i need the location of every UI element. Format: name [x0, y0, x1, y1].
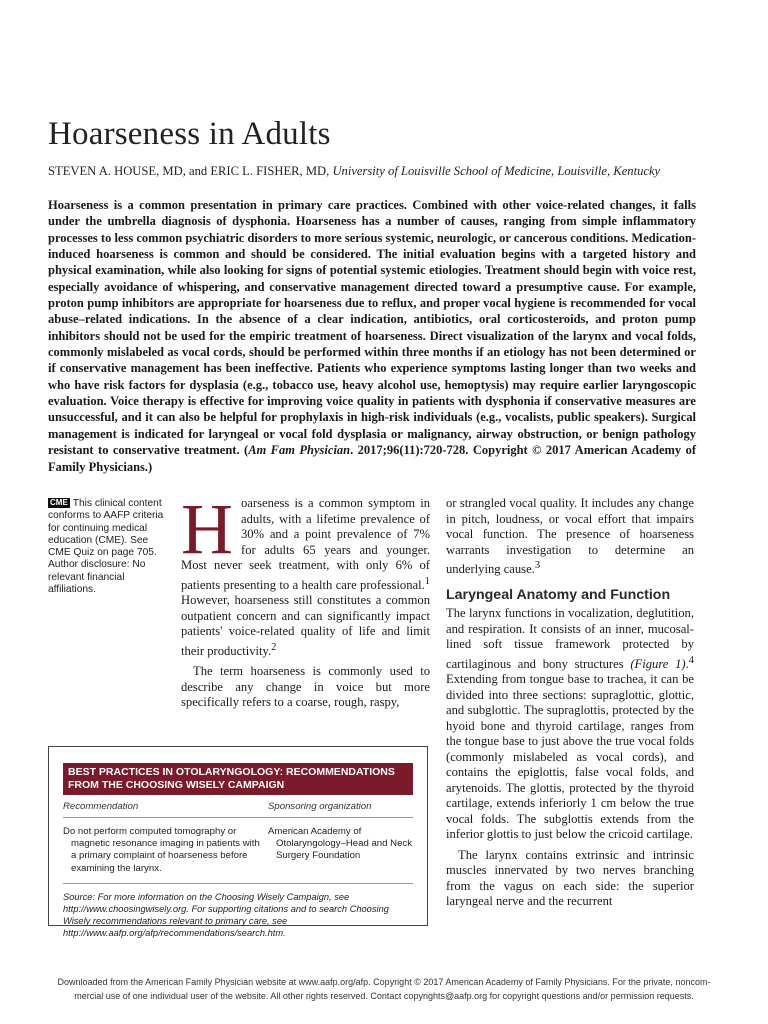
body-column-2 — [446, 496, 694, 910]
cme-note — [48, 498, 166, 596]
choosing-wisely-source: Source: For more information on the Choosing Wisely Campaign, see http://www.choosingwisely.org. For supporting citations and to search Choosing Wisely recommendations relevant to primary care, see http://www.aafp.org/afp/recommendations/search.htm. — [63, 891, 389, 939]
author-affiliation: University of Louisville School of Medicine, Louisville, Kentucky — [332, 164, 661, 178]
citation-journal: Am Fam Physician — [248, 443, 351, 458]
intro-text-end: However, hoarseness still constitutes a common outpatient concern and can significantly impact patients' voice-related quality of life and limit their productivity. — [181, 593, 430, 658]
article-title: Hoarseness in Adults — [48, 116, 331, 152]
footer-line-1: Downloaded from the American Family Physician website at www.aafp.org/afp. Copyright © 2017 American Academy of Family Physicians. For the private, noncom- — [57, 977, 711, 987]
definition-text: or strangled vocal quality. It includes any change in pitch, loudness, or vocal effort that impairs vocal function. The presence of hoarseness warrants investigation to determine an underlying cause. — [446, 496, 694, 577]
abstract — [48, 197, 696, 475]
choosing-wisely-heading: BEST PRACTICES IN OTOLARYNGOLOGY: RECOMMENDATIONS FROM THE CHOOSING WISELY CAMPAIGN — [63, 763, 413, 795]
copyright-footer — [40, 976, 728, 1003]
drop-cap: H — [181, 489, 233, 569]
cme-text: This clinical content conforms to AAFP criteria for continuing medical education (CME). See CME Quiz on page 705. Author disclosure: No relevant financial affiliations. — [48, 498, 164, 596]
organization-cell: American Academy of Otolaryngology–Head and Neck Surgery Foundation — [268, 826, 412, 862]
intro-text: oarseness is a common symptom in adults, with a lifetime prevalence of 30% and a point prevalence of 7% for adults 65 years and younger. Most never seek treatment, with only 6% of patients presenting to a health care professional. — [181, 496, 430, 592]
citation-details: . 2017;96(11):720-728. Copyright © 2017 American Academy of Family Physicians.) — [48, 443, 696, 474]
table-row — [63, 826, 413, 884]
cme-badge: CME — [50, 498, 68, 507]
column-header-recommendation: Recommendation — [63, 801, 268, 818]
definition-paragraph-continued — [446, 496, 694, 578]
intro-paragraph — [181, 489, 430, 659]
body-column-1 — [181, 489, 430, 711]
anatomy-paragraph: The larynx functions in vocalization, deglutition, and respiration. It consists of an inner, mucosal-lined soft tissue framework protected by cartilaginous and bony structures (Figure 1).$^4$ Extending from tongue base to trachea, it can be divided into three sections: supraglottic, glottic, and subglottic. The supraglottis, protected by the hyoid bone and thyroid cartilage, ranges from the tongue base to just above the true vocal folds (commonly mislabeled as vocal cords), and contains the epiglottis, false vocal folds, and arytenoids. The glottis, protected by the thyroid cartilage, extends inferiorly 1 cm below the true vocal folds. The subglottis extends from the inferior glottis to just below the cricoid cartilage. — [446, 606, 694, 842]
choosing-wisely-header-row — [63, 801, 413, 818]
author-names: STEVEN A. HOUSE, MD, and ERIC L. FISHER, MD, — [48, 164, 330, 178]
author-line — [48, 164, 660, 179]
ref-4: 4 — [688, 654, 694, 666]
ref-2: 2 — [271, 641, 277, 653]
figure-reference: (Figure 1) — [630, 656, 686, 671]
definition-paragraph: The term hoarseness is commonly used to describe any change in voice but more specifically refers to a coarse, rough, raspy, — [181, 664, 430, 710]
abstract-text: Hoarseness is a common presentation in primary care practices. Combined with other voice-related changes, it falls under the umbrella diagnosis of dysphonia. Hoarseness has a number of causes, ranging from simple inflammatory processes to less common psychiatric disorders to more serious systemic, neurologic, or cancerous conditions. Medication-induced hoarseness is common and should be considered. The initial evaluation begins with a targeted history and physical examination, while also looking for signs of potential systemic etiologies. Treatment should begin with voice rest, especially avoidance of whispering, and conservative management directed toward a presumptive cause. For example, proton pump inhibitors are appropriate for hoarseness due to reflux, and proper vocal hygiene is recommended for vocal abuse–related indications. In the absence of a clear indication, antibiotics, oral corticosteroids, and proton pump inhibitors should not be used for the empiric treatment of hoarseness. Direct visualization of the larynx and vocal folds, commonly mislabeled as vocal cords, should be performed within three months if an etiology has not been determined or if conservative management has been ineffective. Patients who experience symptoms lasting longer than two weeks and who have risk factors for dysplasia (e.g., tobacco use, heavy alcohol use, hemoptysis) may require earlier laryngoscopic evaluation. Voice therapy is effective for improving voice quality in patients with dysphonia if conservative measures are unsuccessful, and it can also be helpful for prophylaxis in high-risk individuals (e.g., vocalists, public speakers). Surgical management is indicated for laryngeal or vocal fold dysplasia or malignancy, airway obstruction, or benign pathology resistant to conservative treatment. ( — [48, 198, 696, 458]
ref-1: 1 — [424, 575, 430, 587]
footer-line-2: mercial use of one individual user of the website. All other rights reserved. Contact copyrights@aafp.org for copyright questions and/or permission requests. — [74, 990, 694, 1001]
ref-3: 3 — [534, 560, 541, 571]
recommendation-cell: Do not perform computed tomography or magnetic resonance imaging in patients with a primary complaint of hoarseness before examining the larynx. — [63, 826, 260, 874]
muscles-paragraph: The larynx contains extrinsic and intrinsic muscles innervated by two nerves branching from the vagus on each side: the superior laryngeal nerve and the recurrent — [446, 847, 694, 909]
choosing-wisely-box — [48, 746, 428, 939]
anatomy-text-b: Extending from tongue base to trachea, it can be divided into three sections: supraglottic, glottic, and subglottic. The supraglottis, protected by the hyoid bone and thyroid cartilage, ranges from the tongue base to just above the true vocal folds (commonly mislabeled as vocal cords), and contains the epiglottis, false vocal folds, and arytenoids. The glottis, protected by the thyroid cartilage, extends inferiorly 1 cm below the true vocal folds. The subglottis extends from the inferior glottis to just below the cricoid cartilage. — [446, 672, 694, 842]
anatomy-text-a: The larynx functions in vocalization, deglutition, and respiration. It consists of an inner, mucosal-lined soft tissue framework protected by cartilaginous and bony structures — [446, 606, 694, 671]
column-header-organization: Sponsoring organization — [268, 801, 413, 818]
section-heading: Laryngeal Anatomy and Function — [446, 586, 671, 603]
